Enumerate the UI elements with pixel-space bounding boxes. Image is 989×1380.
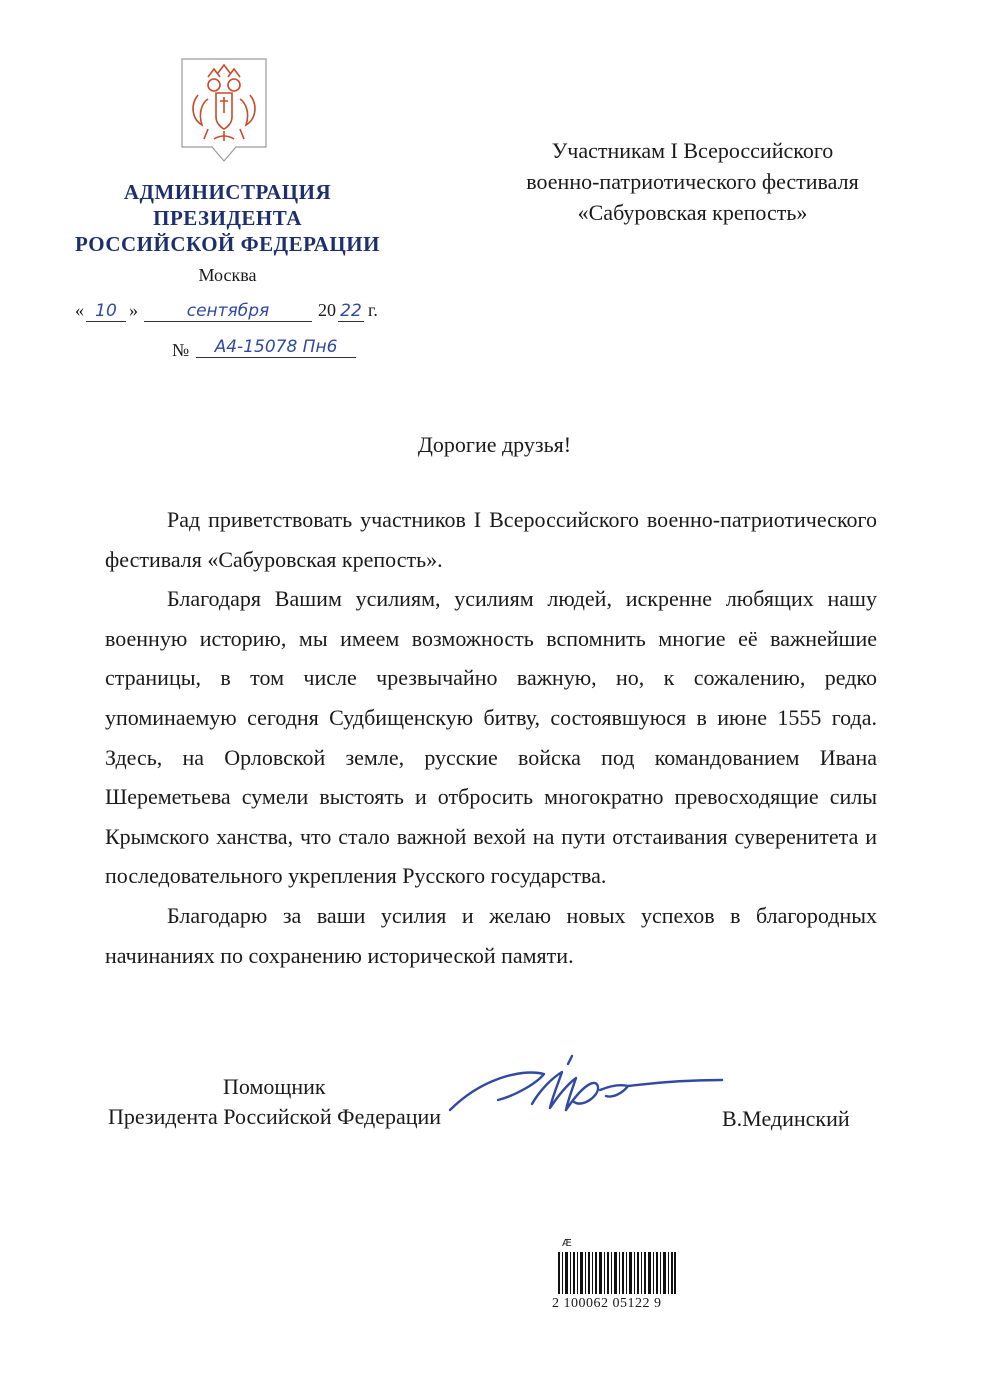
handwritten-signature <box>440 1050 730 1130</box>
org-name-line-3: РОССИЙСКОЙ ФЕДЕРАЦИИ <box>75 232 380 256</box>
date-day: 10 <box>86 301 126 322</box>
org-name-line-1: АДМИНИСТРАЦИЯ <box>123 180 332 204</box>
barcode-mark: Æ <box>562 1238 572 1249</box>
number-label: № <box>172 340 190 360</box>
signatory-name: В.Мединский <box>722 1106 850 1131</box>
signatory-title-line-1: Помощник <box>223 1074 326 1099</box>
number-field <box>196 336 356 358</box>
paragraph-2: Благодаря Вашим усилиям, усилиям людей, искренне любящих нашу военную историю, мы имеем возможность вспомнить многие её важнейшие страницы, в том числе чрезвычайно важную, но, к сожалению, редко упоминаемую сегодня Судбищенскую битву, состоявшуюся в июне 1555 года. Здесь, на Орловской земле, русские войска под командованием Ивана Шереметьева сумели выстоять и отбросить многократно превосходящие силы Крымского ханства, что стало важной вехой на пути отстаивания суверенитета и последовательного укрепления Русского государства. <box>105 586 877 889</box>
date-day-field <box>86 300 126 322</box>
barcode-number: 2 100062 05122 9 <box>552 1296 662 1311</box>
barcode <box>558 1252 676 1294</box>
greeting: Дорогие друзья! <box>417 432 572 457</box>
signatory-title-line-2: Президента Российской Федерации <box>108 1104 442 1129</box>
org-name-line-2: ПРЕЗИДЕНТА <box>153 206 302 230</box>
signatory-title <box>108 1072 441 1132</box>
letter-body <box>105 500 877 975</box>
paragraph-3: Благодарю за ваши усилия и желаю новых успехов в благородных начинаниях по сохранению исторической памяти. <box>105 902 877 968</box>
date-year-field <box>338 300 364 322</box>
number-value: А4-15078 Пн6 <box>196 337 356 358</box>
paragraph-1: Рад приветствовать участников I Всероссийского военно-патриотического фестиваля «Сабуровская крепость». <box>105 507 877 572</box>
addressee-line-1: Участникам I Всероссийского <box>551 138 834 163</box>
date-year-unit: г. <box>368 300 378 320</box>
date-close-quote: » <box>129 300 138 320</box>
addressee-line-3: «Сабуровская крепость» <box>577 200 808 225</box>
date-open-quote: « <box>75 300 84 320</box>
coat-of-arms-emblem <box>178 55 270 165</box>
city: Москва <box>198 265 257 285</box>
date-month: сентября <box>144 301 312 322</box>
addressee-line-2: военно-патриотического фестиваля <box>526 169 859 194</box>
date-month-field <box>144 300 312 322</box>
date-year-suffix: 22 <box>338 301 364 322</box>
addressee-block <box>470 135 915 228</box>
date-year-prefix: 20 <box>318 300 336 320</box>
